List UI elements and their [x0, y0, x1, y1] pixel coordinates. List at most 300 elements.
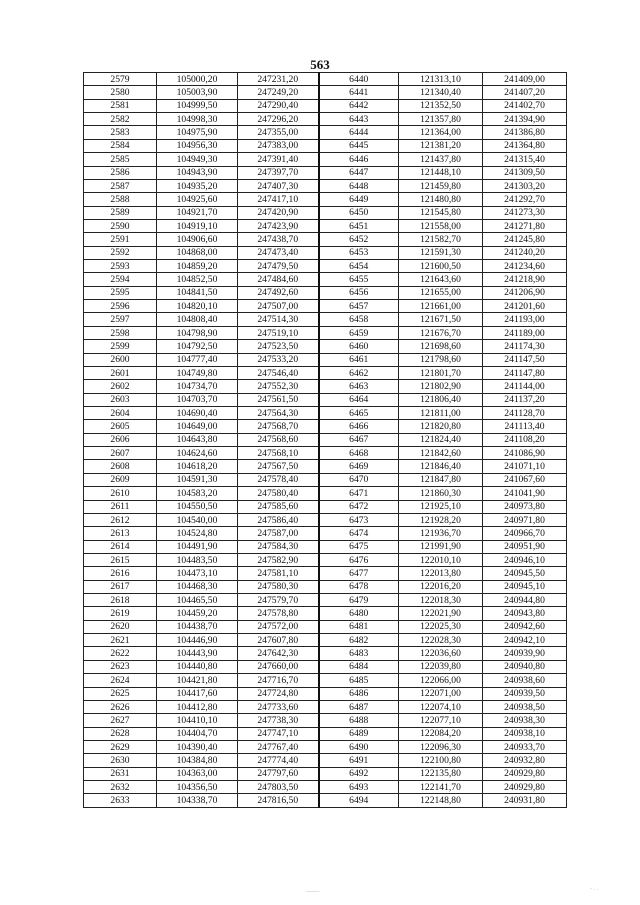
coordinates-table-body — [84, 73, 567, 808]
cell-y-coordinate: 240951,90 — [483, 540, 567, 553]
cell-x-coordinate: 122025,30 — [399, 620, 483, 633]
cell-y-coordinate: 241113,40 — [483, 420, 567, 433]
table-row — [84, 326, 567, 339]
cell-x-coordinate: 122141,70 — [399, 781, 483, 794]
cell-point-number: 6463 — [319, 380, 399, 393]
cell-x-coordinate: 104473,10 — [157, 567, 238, 580]
cell-point-number: 2590 — [84, 219, 157, 232]
cell-x-coordinate: 104749,80 — [157, 366, 238, 379]
cell-y-coordinate: 240971,80 — [483, 513, 567, 526]
cell-point-number: 2593 — [84, 260, 157, 273]
cell-point-number: 2628 — [84, 727, 157, 740]
cell-point-number: 6467 — [319, 433, 399, 446]
cell-point-number: 2599 — [84, 340, 157, 353]
cell-point-number: 6458 — [319, 313, 399, 326]
cell-point-number: 2601 — [84, 366, 157, 379]
cell-point-number: 2607 — [84, 447, 157, 460]
table-row — [84, 99, 567, 112]
cell-x-coordinate: 121842,60 — [399, 447, 483, 460]
cell-x-coordinate: 104649,00 — [157, 420, 238, 433]
cell-point-number: 2606 — [84, 433, 157, 446]
cell-point-number: 2619 — [84, 607, 157, 620]
cell-y-coordinate: 247607,80 — [238, 634, 319, 647]
cell-y-coordinate: 247407,30 — [238, 179, 319, 192]
cell-point-number: 2622 — [84, 647, 157, 660]
cell-x-coordinate: 104618,20 — [157, 460, 238, 473]
table-row — [84, 380, 567, 393]
cell-y-coordinate: 241206,90 — [483, 286, 567, 299]
cell-point-number: 2584 — [84, 139, 157, 152]
cell-y-coordinate: 241273,30 — [483, 206, 567, 219]
cell-y-coordinate: 241409,00 — [483, 73, 567, 86]
cell-x-coordinate: 122074,10 — [399, 700, 483, 713]
table-row — [84, 647, 567, 660]
cell-y-coordinate: 240973,80 — [483, 500, 567, 513]
table-row — [84, 553, 567, 566]
cell-y-coordinate: 247355,00 — [238, 126, 319, 139]
cell-x-coordinate: 105003,90 — [157, 86, 238, 99]
cell-y-coordinate: 241309,50 — [483, 166, 567, 179]
cell-point-number: 6471 — [319, 487, 399, 500]
cell-x-coordinate: 121437,80 — [399, 153, 483, 166]
cell-y-coordinate: 247585,60 — [238, 500, 319, 513]
cell-point-number: 2598 — [84, 326, 157, 339]
cell-y-coordinate: 240942,60 — [483, 620, 567, 633]
cell-point-number: 2631 — [84, 767, 157, 780]
cell-point-number: 6457 — [319, 300, 399, 313]
cell-point-number: 6441 — [319, 86, 399, 99]
cell-point-number: 2611 — [84, 500, 157, 513]
cell-y-coordinate: 240945,10 — [483, 580, 567, 593]
cell-x-coordinate: 104443,90 — [157, 647, 238, 660]
table-row — [84, 620, 567, 633]
cell-point-number: 6481 — [319, 620, 399, 633]
table-row — [84, 273, 567, 286]
cell-point-number: 6462 — [319, 366, 399, 379]
cell-x-coordinate: 104483,50 — [157, 553, 238, 566]
cell-x-coordinate: 121364,00 — [399, 126, 483, 139]
table-row — [84, 740, 567, 753]
cell-point-number: 6470 — [319, 473, 399, 486]
cell-y-coordinate: 247642,30 — [238, 647, 319, 660]
table-row — [84, 727, 567, 740]
cell-point-number: 6490 — [319, 740, 399, 753]
cell-y-coordinate: 240943,80 — [483, 607, 567, 620]
cell-y-coordinate: 247581,10 — [238, 567, 319, 580]
cell-y-coordinate: 241067,60 — [483, 473, 567, 486]
cell-y-coordinate: 241271,80 — [483, 219, 567, 232]
cell-x-coordinate: 121643,60 — [399, 273, 483, 286]
cell-point-number: 6494 — [319, 794, 399, 807]
cell-x-coordinate: 122135,80 — [399, 767, 483, 780]
cell-point-number: 6477 — [319, 567, 399, 580]
cell-y-coordinate: 247797,60 — [238, 767, 319, 780]
cell-x-coordinate: 104356,50 — [157, 781, 238, 794]
table-row — [84, 527, 567, 540]
table-row — [84, 794, 567, 807]
cell-y-coordinate: 247578,40 — [238, 473, 319, 486]
cell-x-coordinate: 104384,80 — [157, 754, 238, 767]
cell-x-coordinate: 121545,80 — [399, 206, 483, 219]
cell-point-number: 6442 — [319, 99, 399, 112]
cell-point-number: 6444 — [319, 126, 399, 139]
cell-y-coordinate: 241234,60 — [483, 260, 567, 273]
cell-point-number: 6493 — [319, 781, 399, 794]
cell-point-number: 2626 — [84, 700, 157, 713]
cell-point-number: 6491 — [319, 754, 399, 767]
cell-point-number: 6469 — [319, 460, 399, 473]
cell-x-coordinate: 104998,30 — [157, 113, 238, 126]
cell-y-coordinate: 247523,50 — [238, 340, 319, 353]
cell-x-coordinate: 104868,00 — [157, 246, 238, 259]
cell-y-coordinate: 247423,90 — [238, 219, 319, 232]
cell-x-coordinate: 104446,90 — [157, 634, 238, 647]
cell-x-coordinate: 104390,40 — [157, 740, 238, 753]
cell-point-number: 6445 — [319, 139, 399, 152]
cell-point-number: 2627 — [84, 714, 157, 727]
cell-point-number: 2580 — [84, 86, 157, 99]
cell-x-coordinate: 121448,10 — [399, 166, 483, 179]
cell-point-number: 2600 — [84, 353, 157, 366]
cell-y-coordinate: 247231,20 — [238, 73, 319, 86]
cell-x-coordinate: 104919,10 — [157, 219, 238, 232]
cell-x-coordinate: 122096,30 — [399, 740, 483, 753]
cell-y-coordinate: 241394,90 — [483, 113, 567, 126]
cell-x-coordinate: 104363,00 — [157, 767, 238, 780]
table-row — [84, 714, 567, 727]
cell-point-number: 6466 — [319, 420, 399, 433]
cell-y-coordinate: 247803,50 — [238, 781, 319, 794]
cell-point-number: 6473 — [319, 513, 399, 526]
cell-y-coordinate: 247492,60 — [238, 286, 319, 299]
cell-point-number: 6464 — [319, 393, 399, 406]
cell-y-coordinate: 247587,00 — [238, 527, 319, 540]
cell-x-coordinate: 121582,70 — [399, 233, 483, 246]
cell-point-number: 2624 — [84, 674, 157, 687]
cell-point-number: 2613 — [84, 527, 157, 540]
cell-x-coordinate: 104440,80 — [157, 660, 238, 673]
cell-point-number: 6447 — [319, 166, 399, 179]
table-row — [84, 366, 567, 379]
cell-y-coordinate: 241218,90 — [483, 273, 567, 286]
cell-y-coordinate: 241402,70 — [483, 99, 567, 112]
cell-x-coordinate: 122010,10 — [399, 553, 483, 566]
cell-x-coordinate: 104491,90 — [157, 540, 238, 553]
cell-x-coordinate: 121802,90 — [399, 380, 483, 393]
cell-y-coordinate: 241137,20 — [483, 393, 567, 406]
cell-y-coordinate: 247580,40 — [238, 487, 319, 500]
cell-x-coordinate: 104808,40 — [157, 313, 238, 326]
cell-point-number: 2604 — [84, 406, 157, 419]
cell-y-coordinate: 247507,00 — [238, 300, 319, 313]
cell-x-coordinate: 122021,90 — [399, 607, 483, 620]
cell-x-coordinate: 104820,10 — [157, 300, 238, 313]
cell-y-coordinate: 241364,80 — [483, 139, 567, 152]
cell-point-number: 6443 — [319, 113, 399, 126]
cell-y-coordinate: 247660,00 — [238, 660, 319, 673]
cell-x-coordinate: 104540,00 — [157, 513, 238, 526]
table-row — [84, 687, 567, 700]
page-number: 563 — [310, 57, 330, 72]
cell-x-coordinate: 121600,50 — [399, 260, 483, 273]
table-row — [84, 660, 567, 673]
cell-y-coordinate: 241189,00 — [483, 326, 567, 339]
cell-point-number: 2585 — [84, 153, 157, 166]
cell-x-coordinate: 104459,20 — [157, 607, 238, 620]
cell-x-coordinate: 104841,50 — [157, 286, 238, 299]
cell-x-coordinate: 104956,30 — [157, 139, 238, 152]
cell-x-coordinate: 121352,50 — [399, 99, 483, 112]
cell-y-coordinate: 241147,50 — [483, 353, 567, 366]
cell-y-coordinate: 247473,40 — [238, 246, 319, 259]
cell-x-coordinate: 122039,80 — [399, 660, 483, 673]
cell-point-number: 2603 — [84, 393, 157, 406]
cell-x-coordinate: 104421,80 — [157, 674, 238, 687]
cell-y-coordinate: 247391,40 — [238, 153, 319, 166]
cell-y-coordinate: 240942,10 — [483, 634, 567, 647]
cell-x-coordinate: 121671,50 — [399, 313, 483, 326]
table-row — [84, 393, 567, 406]
cell-x-coordinate: 121936,70 — [399, 527, 483, 540]
cell-x-coordinate: 104999,50 — [157, 99, 238, 112]
cell-x-coordinate: 122036,60 — [399, 647, 483, 660]
table-row — [84, 313, 567, 326]
cell-y-coordinate: 240939,50 — [483, 687, 567, 700]
table-row — [84, 300, 567, 313]
table-row — [84, 340, 567, 353]
cell-x-coordinate: 104777,40 — [157, 353, 238, 366]
cell-y-coordinate: 240933,70 — [483, 740, 567, 753]
table-row — [84, 607, 567, 620]
table-row — [84, 487, 567, 500]
cell-point-number: 2632 — [84, 781, 157, 794]
cell-point-number: 2617 — [84, 580, 157, 593]
cell-x-coordinate: 104734,70 — [157, 380, 238, 393]
cell-x-coordinate: 121847,80 — [399, 473, 483, 486]
cell-y-coordinate: 241303,20 — [483, 179, 567, 192]
cell-x-coordinate: 121591,30 — [399, 246, 483, 259]
cell-point-number: 6474 — [319, 527, 399, 540]
cell-y-coordinate: 241386,80 — [483, 126, 567, 139]
cell-y-coordinate: 247584,30 — [238, 540, 319, 553]
cell-y-coordinate: 247724,80 — [238, 687, 319, 700]
cell-y-coordinate: 240938,30 — [483, 714, 567, 727]
table-row — [84, 406, 567, 419]
cell-point-number: 2586 — [84, 166, 157, 179]
cell-y-coordinate: 247774,40 — [238, 754, 319, 767]
cell-x-coordinate: 104690,40 — [157, 406, 238, 419]
table-row — [84, 153, 567, 166]
cell-x-coordinate: 122148,80 — [399, 794, 483, 807]
cell-y-coordinate: 247420,90 — [238, 206, 319, 219]
cell-y-coordinate: 241144,00 — [483, 380, 567, 393]
cell-point-number: 6472 — [319, 500, 399, 513]
cell-point-number: 6476 — [319, 553, 399, 566]
cell-point-number: 6492 — [319, 767, 399, 780]
cell-y-coordinate: 241292,70 — [483, 193, 567, 206]
cell-point-number: 2621 — [84, 634, 157, 647]
cell-point-number: 6452 — [319, 233, 399, 246]
cell-y-coordinate: 247747,10 — [238, 727, 319, 740]
cell-point-number: 6484 — [319, 660, 399, 673]
cell-point-number: 2591 — [84, 233, 157, 246]
cell-x-coordinate: 104410,10 — [157, 714, 238, 727]
cell-y-coordinate: 240945,50 — [483, 567, 567, 580]
cell-point-number: 2625 — [84, 687, 157, 700]
table-row — [84, 540, 567, 553]
cell-point-number: 6453 — [319, 246, 399, 259]
cell-point-number: 6456 — [319, 286, 399, 299]
cell-x-coordinate: 104859,20 — [157, 260, 238, 273]
cell-x-coordinate: 121860,30 — [399, 487, 483, 500]
cell-x-coordinate: 121798,60 — [399, 353, 483, 366]
cell-y-coordinate: 240938,50 — [483, 700, 567, 713]
cell-y-coordinate: 247552,30 — [238, 380, 319, 393]
cell-point-number: 6482 — [319, 634, 399, 647]
cell-point-number: 2614 — [84, 540, 157, 553]
cell-point-number: 2594 — [84, 273, 157, 286]
cell-y-coordinate: 247579,70 — [238, 594, 319, 607]
cell-y-coordinate: 247546,40 — [238, 366, 319, 379]
cell-y-coordinate: 241128,70 — [483, 406, 567, 419]
cell-point-number: 2605 — [84, 420, 157, 433]
cell-x-coordinate: 121357,80 — [399, 113, 483, 126]
cell-x-coordinate: 104417,60 — [157, 687, 238, 700]
cell-x-coordinate: 122018,30 — [399, 594, 483, 607]
cell-x-coordinate: 121340,40 — [399, 86, 483, 99]
table-row — [84, 500, 567, 513]
cell-point-number: 2595 — [84, 286, 157, 299]
cell-y-coordinate: 247519,10 — [238, 326, 319, 339]
cell-y-coordinate: 247479,50 — [238, 260, 319, 273]
cell-point-number: 2629 — [84, 740, 157, 753]
table-row — [84, 233, 567, 246]
cell-x-coordinate: 104935,20 — [157, 179, 238, 192]
cell-y-coordinate: 240938,60 — [483, 674, 567, 687]
cell-point-number: 6460 — [319, 340, 399, 353]
cell-y-coordinate: 247568,70 — [238, 420, 319, 433]
cell-y-coordinate: 247567,50 — [238, 460, 319, 473]
cell-x-coordinate: 121824,40 — [399, 433, 483, 446]
cell-x-coordinate: 104798,90 — [157, 326, 238, 339]
cell-x-coordinate: 122066,00 — [399, 674, 483, 687]
cell-x-coordinate: 122084,20 — [399, 727, 483, 740]
table-row — [84, 473, 567, 486]
cell-y-coordinate: 247296,20 — [238, 113, 319, 126]
cell-point-number: 6483 — [319, 647, 399, 660]
cell-x-coordinate: 121811,00 — [399, 406, 483, 419]
cell-x-coordinate: 104465,50 — [157, 594, 238, 607]
cell-y-coordinate: 240938,10 — [483, 727, 567, 740]
cell-y-coordinate: 240932,80 — [483, 754, 567, 767]
cell-x-coordinate: 104524,80 — [157, 527, 238, 540]
cell-y-coordinate: 247568,10 — [238, 447, 319, 460]
cell-y-coordinate: 247716,70 — [238, 674, 319, 687]
cell-point-number: 6468 — [319, 447, 399, 460]
cell-point-number: 2589 — [84, 206, 157, 219]
cell-y-coordinate: 247580,30 — [238, 580, 319, 593]
cell-x-coordinate: 104550,50 — [157, 500, 238, 513]
table-row — [84, 126, 567, 139]
cell-x-coordinate: 104412,80 — [157, 700, 238, 713]
cell-x-coordinate: 121661,00 — [399, 300, 483, 313]
cell-y-coordinate: 247290,40 — [238, 99, 319, 112]
cell-point-number: 6459 — [319, 326, 399, 339]
cell-x-coordinate: 104906,60 — [157, 233, 238, 246]
cell-x-coordinate: 104624,60 — [157, 447, 238, 460]
table-row — [84, 286, 567, 299]
cell-x-coordinate: 104949,30 — [157, 153, 238, 166]
cell-x-coordinate: 104591,30 — [157, 473, 238, 486]
cell-y-coordinate: 240966,70 — [483, 527, 567, 540]
table-row — [84, 433, 567, 446]
cell-y-coordinate: 241041,90 — [483, 487, 567, 500]
cell-y-coordinate: 247438,70 — [238, 233, 319, 246]
cell-x-coordinate: 122013,80 — [399, 567, 483, 580]
cell-x-coordinate: 121381,20 — [399, 139, 483, 152]
cell-point-number: 6480 — [319, 607, 399, 620]
cell-y-coordinate: 240929,80 — [483, 767, 567, 780]
cell-point-number: 6488 — [319, 714, 399, 727]
cell-y-coordinate: 241071,10 — [483, 460, 567, 473]
cell-y-coordinate: 241201,60 — [483, 300, 567, 313]
cell-y-coordinate: 247564,30 — [238, 406, 319, 419]
table-row — [84, 513, 567, 526]
cell-point-number: 2608 — [84, 460, 157, 473]
cell-y-coordinate: 247767,40 — [238, 740, 319, 753]
cell-point-number: 2583 — [84, 126, 157, 139]
cell-y-coordinate: 241174,30 — [483, 340, 567, 353]
table-row — [84, 166, 567, 179]
cell-y-coordinate: 241193,00 — [483, 313, 567, 326]
cell-y-coordinate: 240929,80 — [483, 781, 567, 794]
cell-y-coordinate: 247383,00 — [238, 139, 319, 152]
cell-point-number: 2630 — [84, 754, 157, 767]
cell-y-coordinate: 247578,80 — [238, 607, 319, 620]
cell-point-number: 2633 — [84, 794, 157, 807]
cell-x-coordinate: 104852,50 — [157, 273, 238, 286]
cell-point-number: 2596 — [84, 300, 157, 313]
cell-x-coordinate: 121928,20 — [399, 513, 483, 526]
cell-x-coordinate: 104975,90 — [157, 126, 238, 139]
cell-y-coordinate: 247561,50 — [238, 393, 319, 406]
cell-point-number: 6461 — [319, 353, 399, 366]
cell-y-coordinate: 241245,80 — [483, 233, 567, 246]
table-row — [84, 447, 567, 460]
table-row — [84, 567, 567, 580]
cell-y-coordinate: 247397,70 — [238, 166, 319, 179]
cell-y-coordinate: 240944,80 — [483, 594, 567, 607]
cell-point-number: 6479 — [319, 594, 399, 607]
cell-x-coordinate: 104792,50 — [157, 340, 238, 353]
coordinates-table — [83, 72, 567, 808]
table-row — [84, 420, 567, 433]
cell-x-coordinate: 104925,60 — [157, 193, 238, 206]
cell-x-coordinate: 121991,90 — [399, 540, 483, 553]
cell-y-coordinate: 240940,80 — [483, 660, 567, 673]
cell-x-coordinate: 121698,60 — [399, 340, 483, 353]
cell-point-number: 2615 — [84, 553, 157, 566]
cell-point-number: 6450 — [319, 206, 399, 219]
cell-x-coordinate: 122028,30 — [399, 634, 483, 647]
cell-x-coordinate: 121313,10 — [399, 73, 483, 86]
cell-y-coordinate: 247484,60 — [238, 273, 319, 286]
cell-point-number: 2623 — [84, 660, 157, 673]
cell-y-coordinate: 240946,10 — [483, 553, 567, 566]
cell-x-coordinate: 121806,40 — [399, 393, 483, 406]
cell-point-number: 2620 — [84, 620, 157, 633]
cell-x-coordinate: 121820,80 — [399, 420, 483, 433]
